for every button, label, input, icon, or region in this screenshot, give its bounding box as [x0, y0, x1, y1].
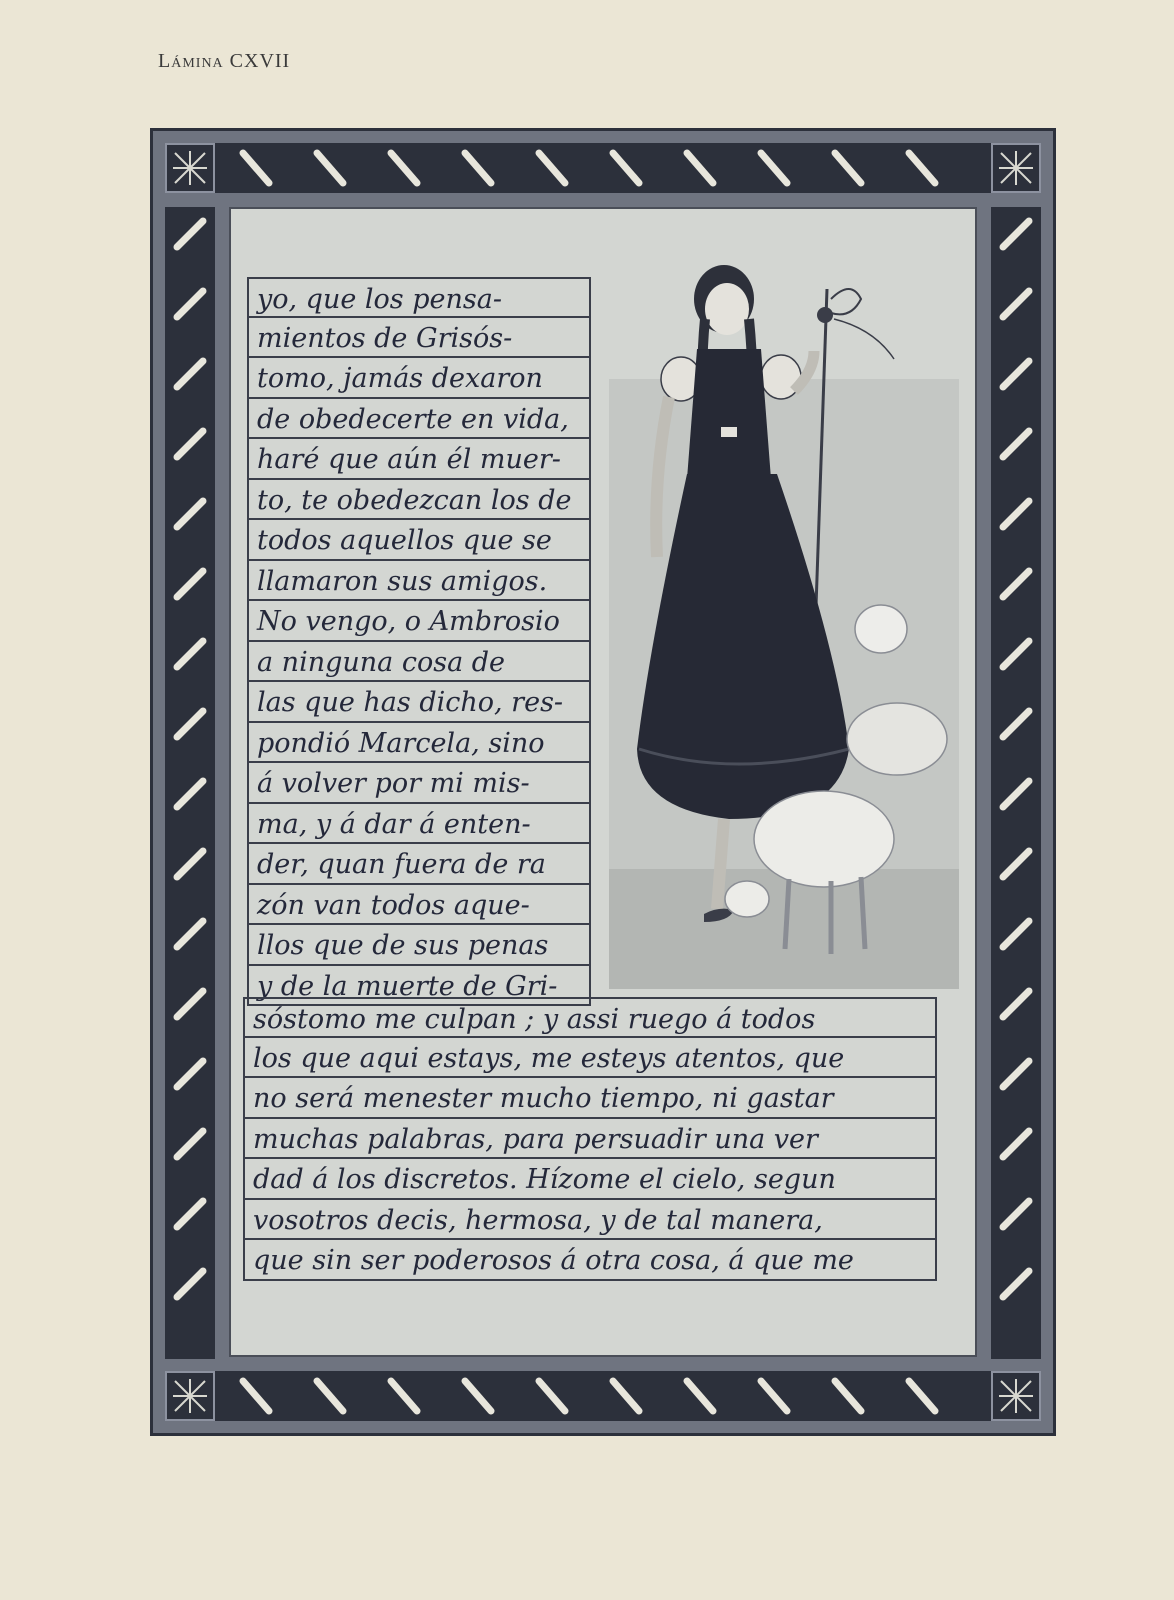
text-line: der, quan fuera de ra [247, 844, 591, 885]
corner-star-icon [991, 1371, 1041, 1421]
text-line: llamaron sus amigos. [247, 561, 591, 602]
text-line: pondió Marcela, sino [247, 723, 591, 764]
text-line: no será menester mucho tiempo, ni gastar [243, 1078, 937, 1119]
frame-band-right [991, 207, 1041, 1359]
text-line: muchas palabras, para persuadir una ver [243, 1119, 937, 1160]
text-line: llos que de sus penas [247, 925, 591, 966]
text-line: zón van todos aque- [247, 885, 591, 926]
text-line: dad á los discretos. Hízome el cielo, segun [243, 1159, 937, 1200]
text-line: haré que aún él muer- [247, 439, 591, 480]
diagonal-stripes-bottom [165, 1371, 1041, 1421]
decorative-frame [150, 128, 1056, 1436]
shepherdess-with-sheep-picture [609, 249, 959, 989]
diagonal-stripes-left [165, 207, 215, 1359]
text-line: No vengo, o Ambrosio [247, 601, 591, 642]
text-line: todos aquellos que se [247, 520, 591, 561]
text-line: ma, y á dar á enten- [247, 804, 591, 845]
corner-star-icon [991, 143, 1041, 193]
text-line: yo, que los pensa- [247, 277, 591, 318]
text-line: que sin ser poderosos á otra cosa, á que me [243, 1240, 937, 1281]
text-line: de obedecerte en vida, [247, 399, 591, 440]
text-line: mientos de Grisós- [247, 318, 591, 359]
text-line: las que has dicho, res- [247, 682, 591, 723]
text-line: á volver por mi mis- [247, 763, 591, 804]
shepherdess-illustration [609, 249, 959, 989]
text-line: to, te obedezcan los de [247, 480, 591, 521]
text-panel [229, 207, 977, 1357]
text-line: sóstomo me culpan ; y assi ruego á todos [243, 997, 937, 1038]
narrow-text-column [247, 277, 591, 1006]
corner-star-icon [165, 143, 215, 193]
text-line: vosotros decis, hermosa, y de tal manera, [243, 1200, 937, 1241]
plate-heading: Lámina CXVII [158, 50, 291, 72]
frame-band-bottom [165, 1371, 1041, 1421]
text-line: tomo, jamás dexaron [247, 358, 591, 399]
wide-text-block [243, 997, 937, 1281]
text-line: y de la muerte de Gri- [247, 966, 591, 1007]
diagonal-stripes-right [991, 207, 1041, 1359]
text-line: los que aqui estays, me esteys atentos, que [243, 1038, 937, 1079]
frame-band-left [165, 207, 215, 1359]
frame-band-top [165, 143, 1041, 193]
corner-star-icon [165, 1371, 215, 1421]
diagonal-stripes-top [165, 143, 1041, 193]
text-line: a ninguna cosa de [247, 642, 591, 683]
